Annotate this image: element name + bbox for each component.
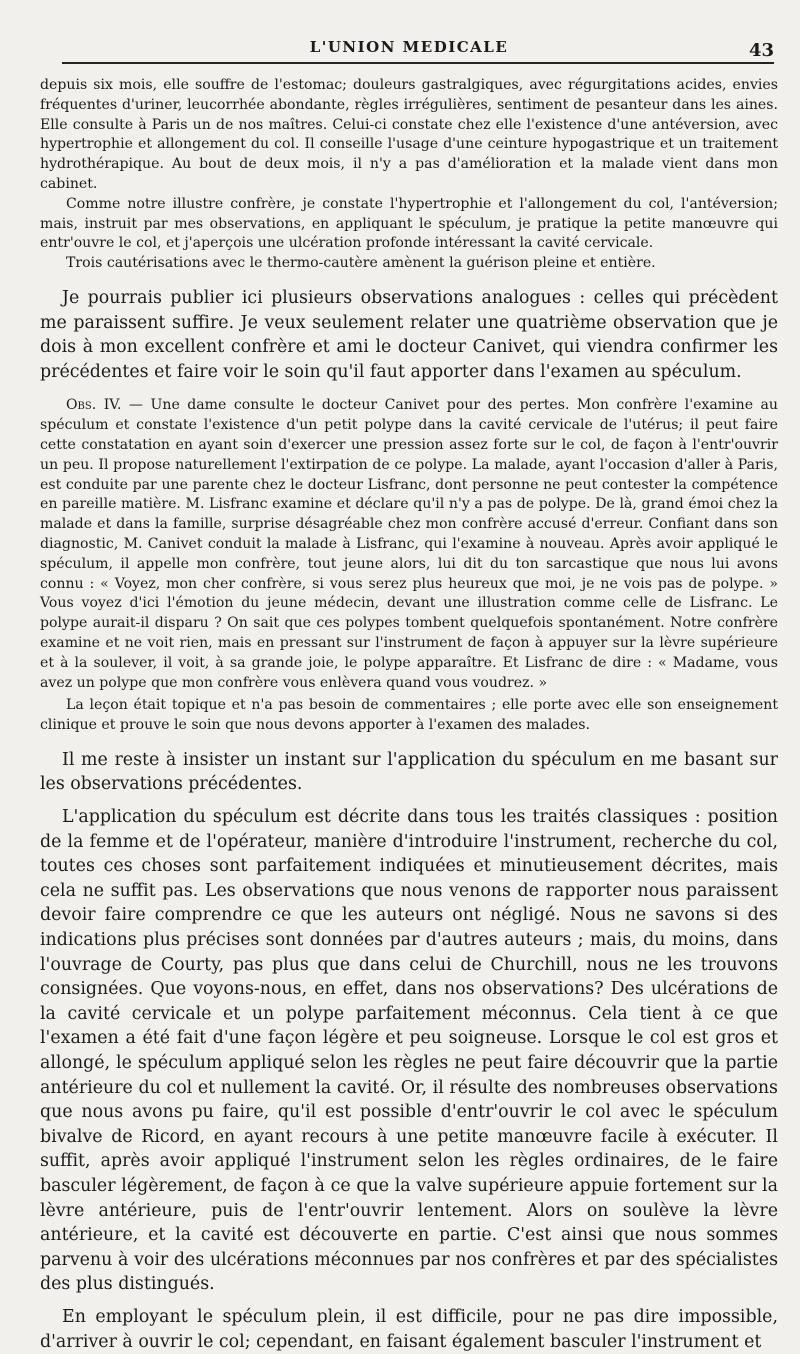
header-rule: [62, 62, 774, 64]
paragraph-9: En employant le spéculum plein, il est difficile, pour ne pas dire impossible, d'arriver à ouvrir le col; cependant, en faisant également basculer l'instrument et: [40, 1306, 778, 1352]
paragraph-8: L'application du spéculum est décrite dans tous les traités classiques : position de la femme et de l'opérateur, manière d'introduire l'instrument, recherche du col, toutes ces choses sont parfaitement indiquées et minutieusement décrites, mais cela ne suffit pas. Les observations que nous venons de rapporter nous paraissent devoir faire comprendre ce que les auteurs ont négligé. Nous ne savons si des indications plus précises sont données par d'autres auteurs ; mais, du moins, dans l'ouvrage de Courty, pas plus que dans celui de Churchill, nous ne les trouvons consignées. Que voyons-nous, en effet, dans nos observations? Des ulcérations de la cavité cervicale et un polype parfaitement méconnus. Cela tient à ce que l'examen a été fait d'une façon légère et peu soigneuse. Lorsque le col est gros et allongé, le spéculum appliqué selon les règles ne peut faire découvrir que la partie antérieure du col et nullement la cavité. Or, il résulte des nombreuses observations que nous avons pu faire, qu'il est possible d'entr'ouvrir le col avec le spéculum bivalve de Ricord, en ayant recours à une petite manœuvre facile à exécuter. Il suffit, après avoir appliqué l'instrument selon les règles ordinaires, de le faire basculer légèrement, de façon à ce que la valve supérieure appuie fortement sur la lèvre antérieure, puis de l'entr'ouvrir lentement. Alors on soulève la lèvre antérieure, et la cavité est découverte en partie. C'est ainsi que nous sommes parvenu à voir des ulcérations méconnues par nos confrères et par des spécialistes des plus distingués.: [40, 807, 778, 1295]
paragraph-7: Il me reste à insister un instant sur l'application du spéculum en me basant sur les observations précédentes.: [40, 749, 778, 795]
observation-4: [40, 396, 778, 693]
paragraph-1: depuis six mois, elle souffre de l'estomac; douleurs gastralgiques, avec régurgitations acides, envies fréquentes d'uriner, leucorrhée abondante, règles irrégulières, sentiment de pesanteur dans les aines. Elle consulte à Paris un de nos maîtres. Celui-ci constate chez elle l'existence d'une antéversion, avec hypertrophie et allongement du col. Il conseille l'usage d'une ceinture hypogastrique et un traitement hydrothérapique. Au bout de deux mois, il n'y a pas d'amélioration et la malade vient dans mon cabinet.: [40, 77, 778, 192]
journal-title: L'UNION MEDICALE: [309, 38, 509, 56]
page-header: [40, 0, 778, 61]
paragraph-3: Trois cautérisations avec le thermo-cautère amènent la guérison pleine et entière.: [66, 255, 656, 272]
paragraph-6: La leçon était topique et n'a pas besoin de commentaires ; elle porte avec elle son enseignement clinique et prouve le soin que nous devons apporter à l'examen des malades.: [40, 697, 778, 734]
body-text: [40, 76, 778, 1354]
observation-text: — Une dame consulte le docteur Canivet pour des pertes. Mon confrère l'examine au spéculum et constate l'existence d'un petit polype dans la cavité cervicale de l'utérus; il peut faire cette constatation en ayant soin d'exercer une pression assez forte sur le col, de façon à l'entr'ouvrir un peu. Il propose naturellement l'extirpation de ce polype. La malade, ayant l'occasion d'aller à Paris, est conduite par une parente chez le docteur Lisfranc, dont personne ne peut contester la compétence en pareille matière. M. Lisfranc examine et déclare qu'il n'y a pas de polype. De là, grand émoi chez la malade et dans la famille, surprise désagréable chez mon confrère accusé d'erreur. Confiant dans son diagnostic, M. Canivet conduit la malade à Lisfranc, qui l'examine à nouveau. Après avoir appliqué le spéculum, il appelle mon confrère, tout jeune alors, lui dit du ton sarcastique que nous lui avons connu : « Voyez, mon cher confrère, si vous serez plus heureux que moi, je ne vois pas de polype. » Vous voyez d'ici l'émotion du jeune médecin, devant une illustration comme celle de Lisfranc. Le polype aurait-il disparu ? On sait que ces polypes tombent quelquefois spontanément. Notre confrère examine et ne voit rien, mais en pressant sur l'instrument de façon à appuyer sur la lèvre supérieure et à la soulever, il voit, à sa grande joie, le polype apparaître. Et Lisfranc de dire : « Madame, vous avez un polype que mon confrère vous enlèvera quand vous voudrez. »: [40, 397, 778, 691]
page-number: 43: [748, 40, 774, 61]
paragraph-4: Je pourrais publier ici plusieurs observations analogues : celles qui précèdent me paraissent suffire. Je veux seulement relater une quatrième observation que je dois à mon excellent confrère et ami le docteur Canivet, qui viendra confirmer les précédentes et faire voir le soin qu'il faut apporter dans l'examen au spéculum.: [40, 287, 778, 382]
paragraph-2: Comme notre illustre confrère, je constate l'hypertrophie et l'allongement du col, l'antéversion; mais, instruit par mes observations, en appliquant le spéculum, je pratique la petite manœuvre qui entr'ouvre le col, et j'aperçois une ulcération profonde intéressant la cavité cervicale.: [40, 195, 778, 252]
observation-label: Obs. IV.: [66, 397, 122, 414]
